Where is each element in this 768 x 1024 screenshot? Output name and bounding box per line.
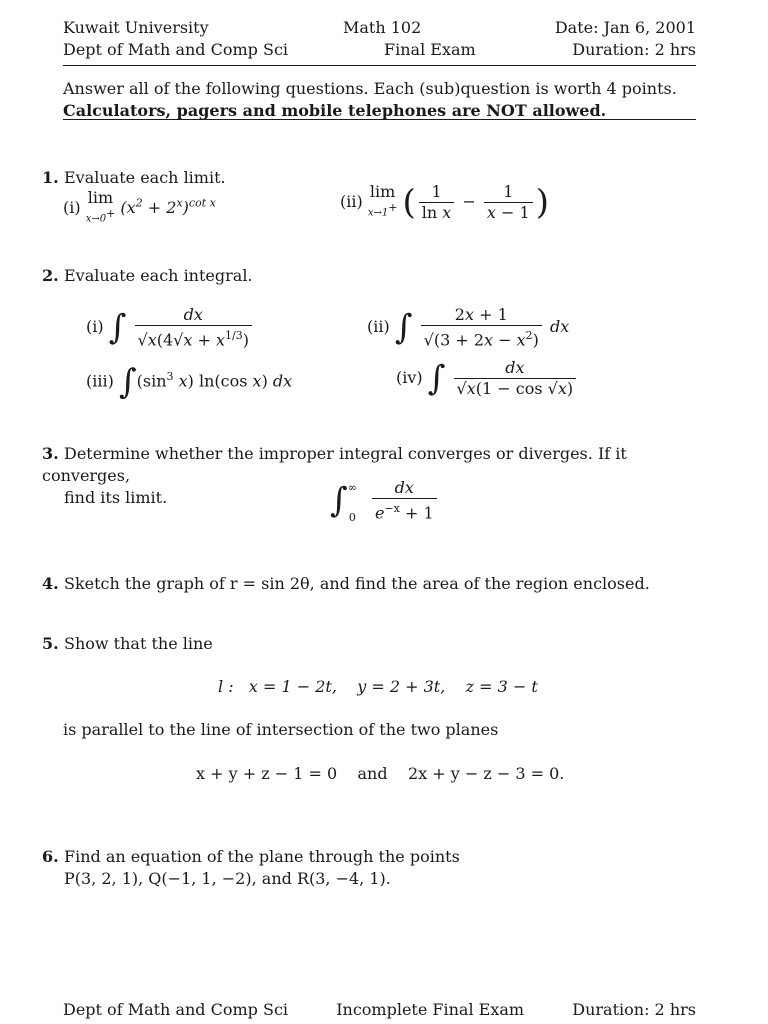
- q1-part-i: (i) lim x→0+ $(x^2 + 2^x)^{cot x}$: [63, 188, 216, 225]
- question-text: Show that the line: [64, 634, 213, 653]
- q3-integral: $\int^\infty_0$ $\frac{dx}{e^{-x} + 1}$: [330, 479, 440, 522]
- question-text-cont: find its limit.: [64, 488, 168, 507]
- q5-planes: x + y + z − 1 = 0 and 2x + y − z − 3 = 0.: [196, 764, 565, 783]
- instructions: [63, 78, 696, 122]
- exam-date: Date: Jan 6, 2001: [554, 18, 696, 37]
- exam-duration: Duration: 2 hrs: [572, 40, 696, 59]
- q1-part-ii: (ii) lim x→1+ ( $\frac{1}{\text{ln x}}$ − $\frac{1}{x - 1}$ ): [340, 181, 549, 223]
- question-number: 1.: [42, 168, 59, 187]
- footer-department: Dept of Math and Comp Sci: [63, 1000, 289, 1019]
- question-text: Determine whether the improper integral converges or diverges. If it converges,: [42, 444, 627, 485]
- question-text: Evaluate each integral.: [64, 266, 253, 285]
- question-number: 5.: [42, 634, 59, 653]
- instructions-line1: Answer all of the following questions. Each (sub)question is worth 4 points.: [63, 79, 677, 98]
- university-name: Kuwait University: [63, 18, 209, 37]
- question-number: 6.: [42, 847, 59, 866]
- course-code: Math 102: [343, 18, 422, 37]
- header-divider: [63, 65, 696, 66]
- instructions-divider: [63, 119, 696, 120]
- question-number: 3.: [42, 444, 59, 463]
- question-number: 4.: [42, 574, 59, 593]
- question-number: 2.: [42, 266, 59, 285]
- instructions-warning: Calculators, pagers and mobile telephones are NOT allowed.: [63, 101, 607, 120]
- question-text: Find an equation of the plane through the points: [64, 847, 460, 866]
- q2-part-i: (i) ∫ $\frac{dx}{√x(4√x + x^{1/3})}$: [86, 306, 255, 349]
- question-6: [42, 846, 702, 890]
- footer-title: Incomplete Final Exam: [336, 1000, 525, 1019]
- question-text: Evaluate each limit.: [64, 168, 226, 187]
- question-4: [42, 574, 702, 593]
- q2-part-iii: (iii) $\int(\sin^3$ x) ln(cos x) dx: [86, 362, 293, 402]
- footer-duration: Duration: 2 hrs: [572, 1000, 696, 1019]
- exam-header: [63, 17, 696, 61]
- q5-text-2: is parallel to the line of intersection of the two planes: [63, 720, 499, 739]
- q2-part-ii: (ii) ∫ $\frac{2x + 1}{√(3 + 2x - x^2)}$ dx: [367, 305, 570, 350]
- question-5: [42, 634, 702, 653]
- question-text: Sketch the graph of r = sin 2θ, and find the area of the region enclosed.: [64, 574, 650, 593]
- q5-line-equation: l : x = 1 − 2t, y = 2 + 3t, z = 3 − t: [218, 677, 538, 696]
- q2-part-iv: (iv) ∫ $\frac{dx}{√x(1 - \cos √x)}$: [396, 359, 579, 398]
- page-footer: [63, 999, 696, 1021]
- question-points: P(3, 2, 1), Q(−1, 1, −2), and R(3, −4, 1).: [64, 869, 391, 888]
- department-name: Dept of Math and Comp Sci: [63, 40, 289, 59]
- exam-title: Final Exam: [384, 40, 476, 59]
- question-2: [42, 266, 702, 285]
